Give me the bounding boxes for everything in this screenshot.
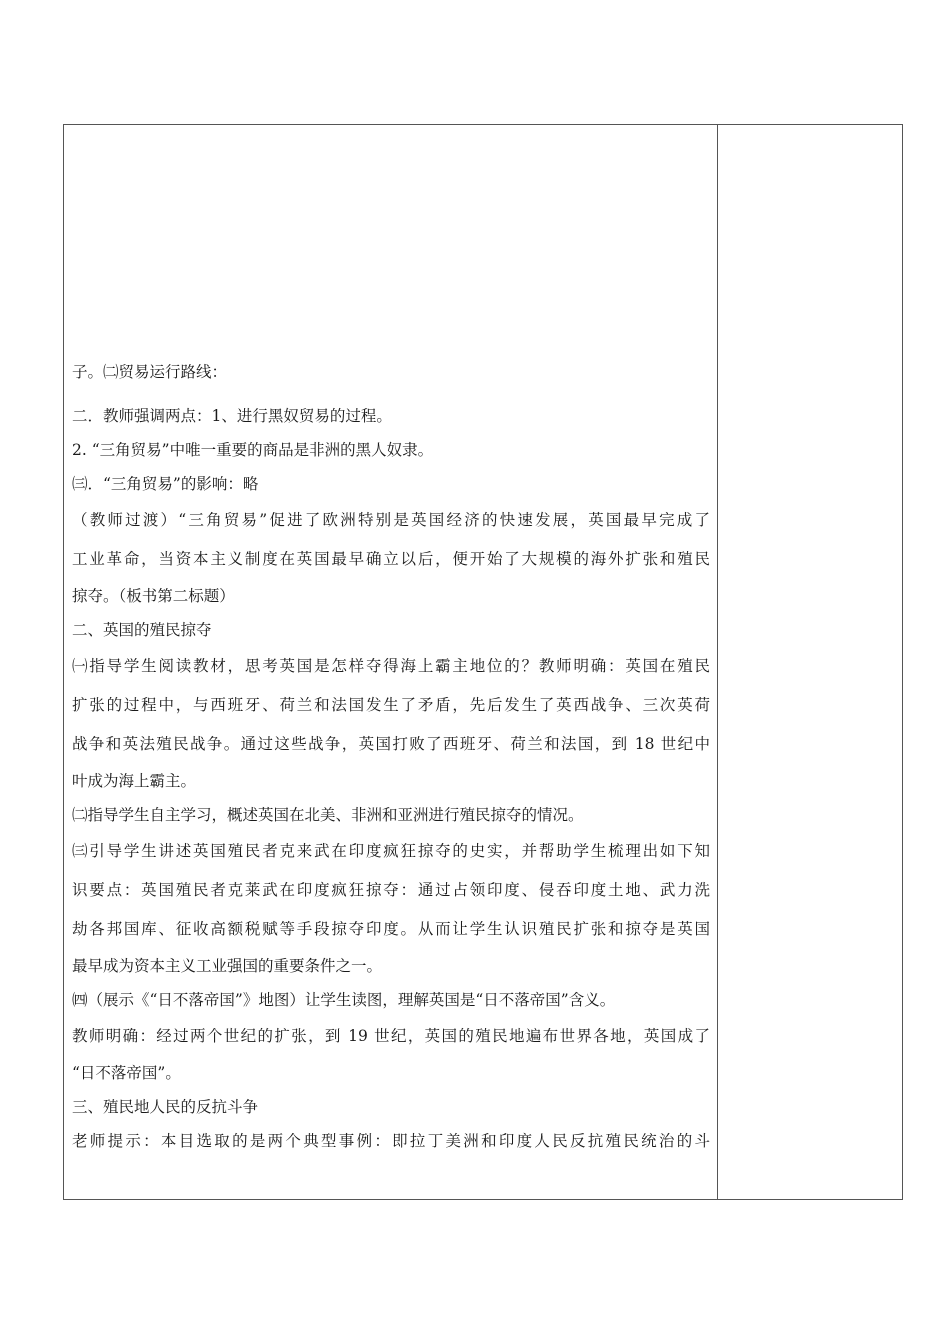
text-line: 二．教师强调两点：1、进行黑奴贸易的过程。 <box>72 407 392 425</box>
text-line: （教师过渡）“三角贸易”促进了欧洲特别是英国经济的快速发展，英国最早完成了 <box>72 511 710 529</box>
text-line: ㈣（展示《“日不落帝国”》地图）让学生读图，理解英国是“日不落帝国”含义。 <box>72 991 616 1009</box>
text-line: 扩张的过程中，与西班牙、荷兰和法国发生了矛盾，先后发生了英西战争、三次英荷 <box>72 696 710 714</box>
text-line: “日不落帝国”。 <box>72 1064 181 1082</box>
text-line: 劫各邦国库、征收高额税赋等手段掠夺印度。从而让学生认识殖民扩张和掠夺是英国 <box>72 920 710 938</box>
text-line: ㈢．“三角贸易”的影响：略 <box>72 475 259 493</box>
lesson-table <box>63 124 903 1200</box>
text-line: 战争和英法殖民战争。通过这些战争，英国打败了西班牙、荷兰和法国，到 18 世纪中 <box>72 735 710 753</box>
text-line: 老师提示：本目选取的是两个典型事例：即拉丁美洲和印度人民反抗殖民统治的斗 <box>72 1132 710 1150</box>
text-line: ㈡指导学生自主学习，概述英国在北美、非洲和亚洲进行殖民掠夺的情况。 <box>72 806 584 824</box>
text-line: 2. “三角贸易”中唯一重要的商品是非洲的黑人奴隶。 <box>72 441 434 459</box>
text-line: ㈢引导学生讲述英国殖民者克来武在印度疯狂掠夺的史实，并帮助学生梳理出如下知 <box>72 842 710 860</box>
section-heading: 二、英国的殖民掠夺 <box>72 621 212 639</box>
text-line: 最早成为资本主义工业强国的重要条件之一。 <box>72 957 383 975</box>
section-heading: 三、殖民地人民的反抗斗争 <box>72 1098 259 1116</box>
text-line: 掠夺。（板书第二标题） <box>72 587 235 605</box>
lesson-content <box>72 355 710 1158</box>
text-line: 子。㈡贸易运行路线： <box>72 363 228 381</box>
text-line: 识要点：英国殖民者克莱武在印度疯狂掠夺：通过占领印度、侵吞印度土地、武力洗 <box>72 881 710 899</box>
text-line: ㈠指导学生阅读教材，思考英国是怎样夺得海上霸主地位的？教师明确：英国在殖民 <box>72 657 710 675</box>
notes-cell <box>718 125 902 1199</box>
text-line: 叶成为海上霸主。 <box>72 772 197 790</box>
text-line: 工业革命，当资本主义制度在英国最早确立以后，便开始了大规模的海外扩张和殖民 <box>72 550 710 568</box>
text-line: 教师明确：经过两个世纪的扩张，到 19 世纪，英国的殖民地遍布世界各地，英国成了 <box>72 1027 710 1045</box>
